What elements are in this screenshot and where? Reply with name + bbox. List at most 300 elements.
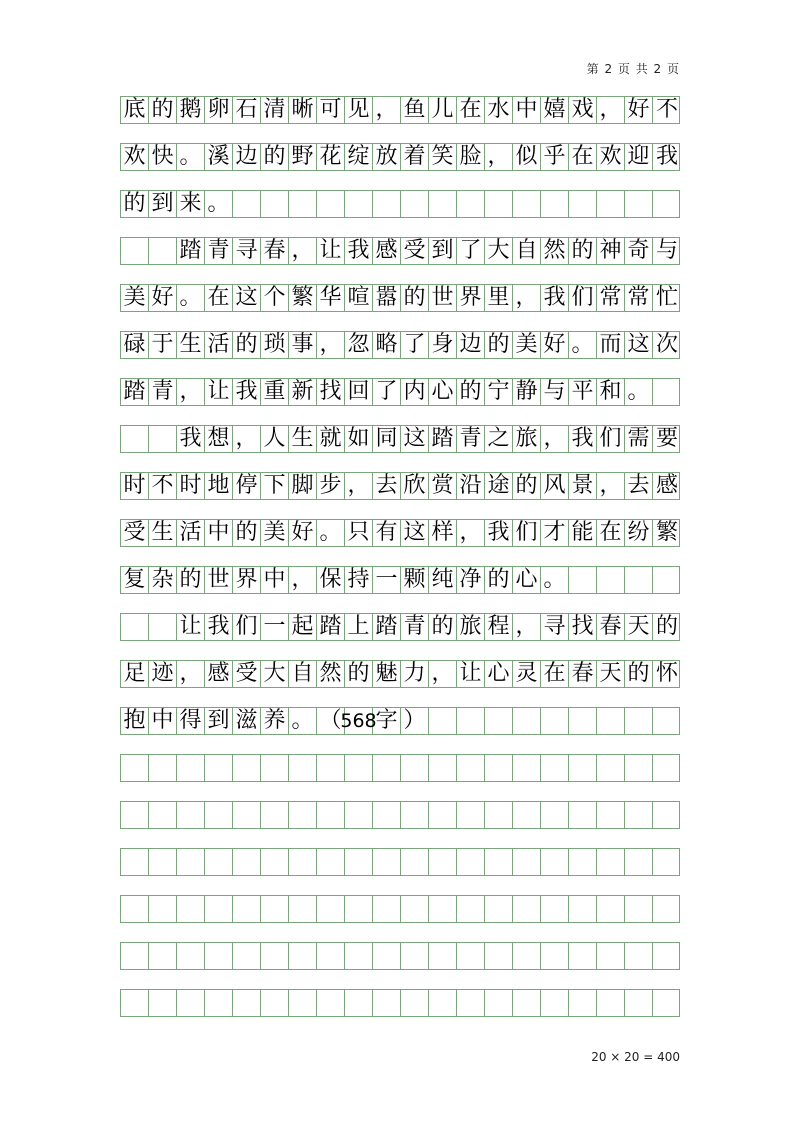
grid-cell: 一 xyxy=(373,567,401,593)
grid-cell xyxy=(373,896,401,922)
grid-cell xyxy=(625,708,653,734)
grid-cell: 忽 xyxy=(345,332,373,358)
grid-cell: 我 xyxy=(177,426,205,452)
grid-cell: 大 xyxy=(485,238,513,264)
grid-cell xyxy=(625,802,653,828)
grid-cell: 世 xyxy=(429,285,457,311)
grid-cell: 重 xyxy=(261,379,289,405)
grid-cell xyxy=(597,191,625,217)
grid-cell: 而 xyxy=(597,332,625,358)
grid-cell xyxy=(541,943,569,969)
grid-cell: ， xyxy=(513,614,541,640)
grid-cell: 青 xyxy=(149,379,177,405)
grid-cell xyxy=(205,849,233,875)
grid-cell xyxy=(233,943,261,969)
grid-cell xyxy=(233,990,261,1016)
grid-cell xyxy=(177,990,205,1016)
grid-cell xyxy=(205,990,233,1016)
grid-cell: 大 xyxy=(261,661,289,687)
grid-cell: ， xyxy=(317,332,345,358)
grid-cell: 鹅 xyxy=(177,97,205,123)
grid-cell: 人 xyxy=(261,426,289,452)
grid-cell: 着 xyxy=(401,144,429,170)
row-gap xyxy=(120,923,680,942)
grid-cell xyxy=(429,755,457,781)
grid-cell xyxy=(457,191,485,217)
grid-cell xyxy=(625,849,653,875)
grid-cell: 的 xyxy=(401,285,429,311)
grid-cell xyxy=(205,943,233,969)
grid-spec: 20 × 20 = 400 xyxy=(591,1050,680,1064)
grid-cell: 嚣 xyxy=(373,285,401,311)
grid-cell xyxy=(569,849,597,875)
page-indicator: 第 2 页 共 2 页 xyxy=(586,62,680,76)
grid-cell: 个 xyxy=(261,285,289,311)
grid-row xyxy=(120,378,680,406)
grid-row xyxy=(120,754,680,782)
row-gap xyxy=(120,500,680,519)
row-gap xyxy=(120,688,680,707)
grid-cell: 抱 xyxy=(121,708,149,734)
grid-cell: 身 xyxy=(429,332,457,358)
grid-cell: 卵 xyxy=(205,97,233,123)
grid-cell: 上 xyxy=(345,614,373,640)
row-gap xyxy=(120,406,680,425)
grid-cell: 华 xyxy=(317,285,345,311)
grid-cell: 静 xyxy=(513,379,541,405)
grid-cell: 欢 xyxy=(121,144,149,170)
grid-cell: 沿 xyxy=(457,473,485,499)
grid-cell: 可 xyxy=(317,97,345,123)
grid-cell xyxy=(625,943,653,969)
grid-cell xyxy=(597,567,625,593)
grid-cell xyxy=(653,802,681,828)
grid-cell: 我 xyxy=(345,238,373,264)
grid-cell: 好 xyxy=(625,97,653,123)
grid-cell: 自 xyxy=(513,238,541,264)
grid-cell: 这 xyxy=(401,426,429,452)
grid-cell xyxy=(261,802,289,828)
grid-cell xyxy=(373,943,401,969)
grid-cell xyxy=(653,191,681,217)
grid-row xyxy=(120,472,680,500)
grid-cell xyxy=(373,849,401,875)
grid-cell: 快 xyxy=(149,144,177,170)
grid-cell: 我 xyxy=(655,144,678,169)
grid-cell xyxy=(457,755,485,781)
grid-cell xyxy=(261,849,289,875)
grid-cell: 我 xyxy=(485,520,513,546)
grid-cell xyxy=(569,990,597,1016)
grid-cell: 在 xyxy=(597,520,625,546)
grid-cell: 停 xyxy=(233,473,261,499)
grid-cell: 这 xyxy=(401,520,429,546)
grid-cell xyxy=(121,896,149,922)
grid-cell: 新 xyxy=(289,379,317,405)
grid-cell: 来 xyxy=(177,191,205,217)
grid-cell: 好 xyxy=(289,520,317,546)
grid-cell: 持 xyxy=(345,567,373,593)
grid-cell: 水 xyxy=(485,97,513,123)
grid-cell: 回 xyxy=(345,379,373,405)
grid-cell: 世 xyxy=(205,567,233,593)
grid-cell: 程 xyxy=(485,614,513,640)
row-gap xyxy=(120,970,680,989)
grid-cell: 的 xyxy=(457,379,485,405)
grid-cell xyxy=(457,943,485,969)
grid-cell: 让 xyxy=(205,379,233,405)
grid-cell: 让 xyxy=(457,661,485,687)
grid-cell: 常 xyxy=(597,285,625,311)
grid-cell: 就 xyxy=(317,426,345,452)
grid-cell xyxy=(149,849,177,875)
grid-cell: 脸 xyxy=(457,144,485,170)
grid-cell xyxy=(457,990,485,1016)
grid-cell xyxy=(373,802,401,828)
grid-cell xyxy=(233,191,261,217)
grid-cell xyxy=(121,614,149,640)
row-gap xyxy=(120,547,680,566)
grid-cell: 在 xyxy=(569,144,597,170)
grid-cell: 中 xyxy=(149,708,177,734)
grid-cell: 中 xyxy=(513,97,541,123)
grid-cell xyxy=(513,708,541,734)
grid-cell xyxy=(177,755,205,781)
grid-cell: 内 xyxy=(401,379,429,405)
grid-cell: 踏 xyxy=(373,614,401,640)
grid-cell: 。 xyxy=(625,379,653,405)
grid-cell: 心 xyxy=(513,567,541,593)
grid-cell: 青 xyxy=(401,614,429,640)
row-gap xyxy=(120,124,680,143)
grid-cell xyxy=(205,755,233,781)
grid-cell: 灵 xyxy=(513,661,541,687)
grid-cell xyxy=(177,943,205,969)
grid-cell: 的 xyxy=(429,614,457,640)
grid-row xyxy=(120,707,680,735)
grid-cell: 活 xyxy=(205,332,233,358)
grid-cell: ， xyxy=(597,473,625,499)
grid-cell xyxy=(485,943,513,969)
grid-cell: 同 xyxy=(373,426,401,452)
grid-cell: 好 xyxy=(541,332,569,358)
grid-cell xyxy=(149,755,177,781)
grid-cell xyxy=(401,802,429,828)
grid-cell xyxy=(653,990,681,1016)
grid-cell: 颗 xyxy=(401,567,429,593)
grid-cell: 踏 xyxy=(121,379,149,405)
grid-cell: 的 xyxy=(149,97,177,123)
grid-cell xyxy=(149,614,177,640)
grid-cell xyxy=(317,755,345,781)
grid-cell: 需 xyxy=(625,426,653,452)
grid-cell: 春 xyxy=(597,614,625,640)
grid-cell: 春 xyxy=(569,661,597,687)
grid-cell: 的 xyxy=(261,144,289,170)
grid-cell: 我 xyxy=(205,614,233,640)
grid-cell xyxy=(513,990,541,1016)
grid-cell xyxy=(625,755,653,781)
grid-cell: 好 xyxy=(149,285,177,311)
grid-cell: 感 xyxy=(655,473,678,498)
grid-cell: 于 xyxy=(149,332,177,358)
grid-cell xyxy=(177,849,205,875)
grid-cell xyxy=(345,802,373,828)
grid-cell: 脚 xyxy=(289,473,317,499)
grid-cell xyxy=(429,708,457,734)
grid-cell xyxy=(597,708,625,734)
grid-cell: ， xyxy=(289,238,317,264)
row-gap xyxy=(120,218,680,237)
grid-cell: 边 xyxy=(457,332,485,358)
grid-cell: 神 xyxy=(597,238,625,264)
grid-cell: 样 xyxy=(429,520,457,546)
grid-cell xyxy=(177,802,205,828)
grid-cell xyxy=(569,943,597,969)
grid-cell xyxy=(429,802,457,828)
grid-cell: 。 xyxy=(177,285,205,311)
grid-cell: 繁 xyxy=(655,520,678,545)
grid-cell xyxy=(541,755,569,781)
grid-cell xyxy=(457,708,485,734)
row-gap xyxy=(120,359,680,378)
grid-cell: 笑 xyxy=(429,144,457,170)
grid-cell: 感 xyxy=(373,238,401,264)
grid-cell xyxy=(541,990,569,1016)
row-gap xyxy=(120,171,680,190)
row-gap xyxy=(120,641,680,660)
grid-cell xyxy=(569,896,597,922)
grid-cell: 野 xyxy=(289,144,317,170)
grid-cell xyxy=(597,849,625,875)
grid-cell: 踏 xyxy=(317,614,345,640)
grid-cell xyxy=(121,990,149,1016)
grid-cell: 的 xyxy=(233,332,261,358)
grid-cell: 寻 xyxy=(541,614,569,640)
grid-cell: 到 xyxy=(429,238,457,264)
grid-cell: 。 xyxy=(177,144,205,170)
grid-cell: 杂 xyxy=(149,567,177,593)
row-gap xyxy=(120,829,680,848)
grid-cell xyxy=(569,567,597,593)
grid-row xyxy=(120,425,680,453)
grid-cell xyxy=(261,943,289,969)
grid-cell: 受 xyxy=(233,661,261,687)
grid-cell: 纷 xyxy=(625,520,653,546)
grid-cell: 净 xyxy=(457,567,485,593)
grid-cell xyxy=(541,802,569,828)
grid-cell xyxy=(261,191,289,217)
grid-cell: 力 xyxy=(401,661,429,687)
grid-cell xyxy=(345,755,373,781)
grid-cell: 感 xyxy=(205,661,233,687)
grid-cell xyxy=(289,943,317,969)
grid-cell: （ xyxy=(317,708,345,734)
grid-cell xyxy=(261,990,289,1016)
grid-row xyxy=(120,190,680,218)
grid-cell: 能 xyxy=(569,520,597,546)
grid-cell xyxy=(653,943,681,969)
grid-cell xyxy=(289,896,317,922)
grid-cell: 繁 xyxy=(289,285,317,311)
grid-cell xyxy=(317,943,345,969)
row-gap xyxy=(120,735,680,754)
grid-cell: 。 xyxy=(541,567,569,593)
grid-cell xyxy=(149,896,177,922)
grid-cell: 景 xyxy=(569,473,597,499)
grid-cell: 生 xyxy=(177,332,205,358)
grid-cell xyxy=(625,567,653,593)
grid-cell xyxy=(373,755,401,781)
grid-cell: 活 xyxy=(177,520,205,546)
grid-cell xyxy=(121,755,149,781)
grid-cell xyxy=(317,191,345,217)
grid-cell xyxy=(317,849,345,875)
grid-cell: 踏 xyxy=(177,238,205,264)
grid-cell xyxy=(289,802,317,828)
grid-cell xyxy=(373,990,401,1016)
grid-cell xyxy=(149,802,177,828)
grid-cell xyxy=(625,990,653,1016)
grid-cell: 事 xyxy=(289,332,317,358)
grid-cell xyxy=(233,849,261,875)
grid-cell xyxy=(401,896,429,922)
grid-cell: ， xyxy=(289,567,317,593)
grid-cell xyxy=(289,990,317,1016)
grid-cell xyxy=(289,849,317,875)
grid-row xyxy=(120,331,680,359)
grid-cell: 不 xyxy=(149,473,177,499)
grid-cell xyxy=(121,849,149,875)
grid-cell: 们 xyxy=(233,614,261,640)
grid-cell: 风 xyxy=(541,473,569,499)
grid-cell: 奇 xyxy=(625,238,653,264)
grid-cell: 了 xyxy=(373,379,401,405)
grid-cell xyxy=(485,755,513,781)
grid-cell xyxy=(653,755,681,781)
grid-row xyxy=(120,942,680,970)
grid-cell xyxy=(429,990,457,1016)
grid-cell xyxy=(597,802,625,828)
grid-cell: 与 xyxy=(655,238,678,263)
grid-cell xyxy=(653,567,681,593)
grid-cell xyxy=(317,802,345,828)
grid-cell: ， xyxy=(513,285,541,311)
grid-cell: ， xyxy=(597,97,625,123)
grid-cell: 的 xyxy=(485,567,513,593)
grid-row xyxy=(120,96,680,124)
grid-cell: ， xyxy=(177,661,205,687)
grid-row xyxy=(120,566,680,594)
grid-cell xyxy=(233,755,261,781)
grid-cell: 琐 xyxy=(261,332,289,358)
grid-cell xyxy=(457,849,485,875)
grid-row xyxy=(120,284,680,312)
grid-cell: 找 xyxy=(569,614,597,640)
grid-cell: 边 xyxy=(233,144,261,170)
grid-cell: 石 xyxy=(233,97,261,123)
grid-cell: 让 xyxy=(317,238,345,264)
grid-cell xyxy=(625,191,653,217)
grid-cell: 生 xyxy=(289,426,317,452)
grid-cell xyxy=(569,802,597,828)
grid-cell: 里 xyxy=(485,285,513,311)
grid-cell: 界 xyxy=(233,567,261,593)
grid-cell xyxy=(205,896,233,922)
grid-cell: ， xyxy=(429,661,457,687)
grid-cell xyxy=(653,708,681,734)
grid-cell xyxy=(569,708,597,734)
grid-cell: 步 xyxy=(317,473,345,499)
grid-cell: 界 xyxy=(457,285,485,311)
grid-cell xyxy=(317,896,345,922)
grid-cell xyxy=(149,426,177,452)
grid-cell: 见 xyxy=(345,97,373,123)
grid-cell: 这 xyxy=(625,332,653,358)
grid-cell xyxy=(597,755,625,781)
grid-cell: 的 xyxy=(485,332,513,358)
row-gap xyxy=(120,876,680,895)
grid-cell: 的 xyxy=(177,567,205,593)
grid-cell: 到 xyxy=(205,708,233,734)
grid-row xyxy=(120,660,680,688)
grid-cell: 魅 xyxy=(373,661,401,687)
grid-cell xyxy=(429,191,457,217)
grid-cell: 。 xyxy=(317,520,345,546)
grid-cell: 了 xyxy=(457,238,485,264)
grid-cell: 在 xyxy=(205,285,233,311)
grid-row xyxy=(120,613,680,641)
grid-cell: 怀 xyxy=(655,661,678,686)
grid-cell: 找 xyxy=(317,379,345,405)
grid-cell: 复 xyxy=(121,567,149,593)
grid-cell xyxy=(653,379,681,405)
grid-cell: 中 xyxy=(205,520,233,546)
grid-cell: 让 xyxy=(177,614,205,640)
grid-cell: 之 xyxy=(485,426,513,452)
grid-cell: 中 xyxy=(261,567,289,593)
grid-cell: 清 xyxy=(261,97,289,123)
grid-cell: 碌 xyxy=(121,332,149,358)
grid-cell: 在 xyxy=(457,97,485,123)
grid-cell xyxy=(597,896,625,922)
grid-cell xyxy=(457,896,485,922)
grid-cell xyxy=(149,990,177,1016)
grid-cell xyxy=(541,849,569,875)
grid-cell: 一 xyxy=(261,614,289,640)
grid-cell xyxy=(401,755,429,781)
grid-cell xyxy=(149,943,177,969)
grid-row xyxy=(120,143,680,171)
grid-cell xyxy=(345,849,373,875)
grid-cell: 时 xyxy=(121,473,149,499)
grid-cell: 宁 xyxy=(485,379,513,405)
grid-cell: 要 xyxy=(655,426,678,451)
grid-cell: 们 xyxy=(569,285,597,311)
grid-cell: 迹 xyxy=(149,661,177,687)
grid-cell: 想 xyxy=(205,426,233,452)
manuscript-grid xyxy=(120,96,680,1017)
grid-cell: 底 xyxy=(121,97,149,123)
grid-cell: 。 xyxy=(569,332,597,358)
grid-row xyxy=(120,989,680,1017)
grid-cell: 的 xyxy=(655,614,678,639)
grid-cell: 忙 xyxy=(655,285,678,310)
grid-cell: 晰 xyxy=(289,97,317,123)
grid-row xyxy=(120,519,680,547)
grid-cell xyxy=(121,802,149,828)
grid-cell: 然 xyxy=(541,238,569,264)
